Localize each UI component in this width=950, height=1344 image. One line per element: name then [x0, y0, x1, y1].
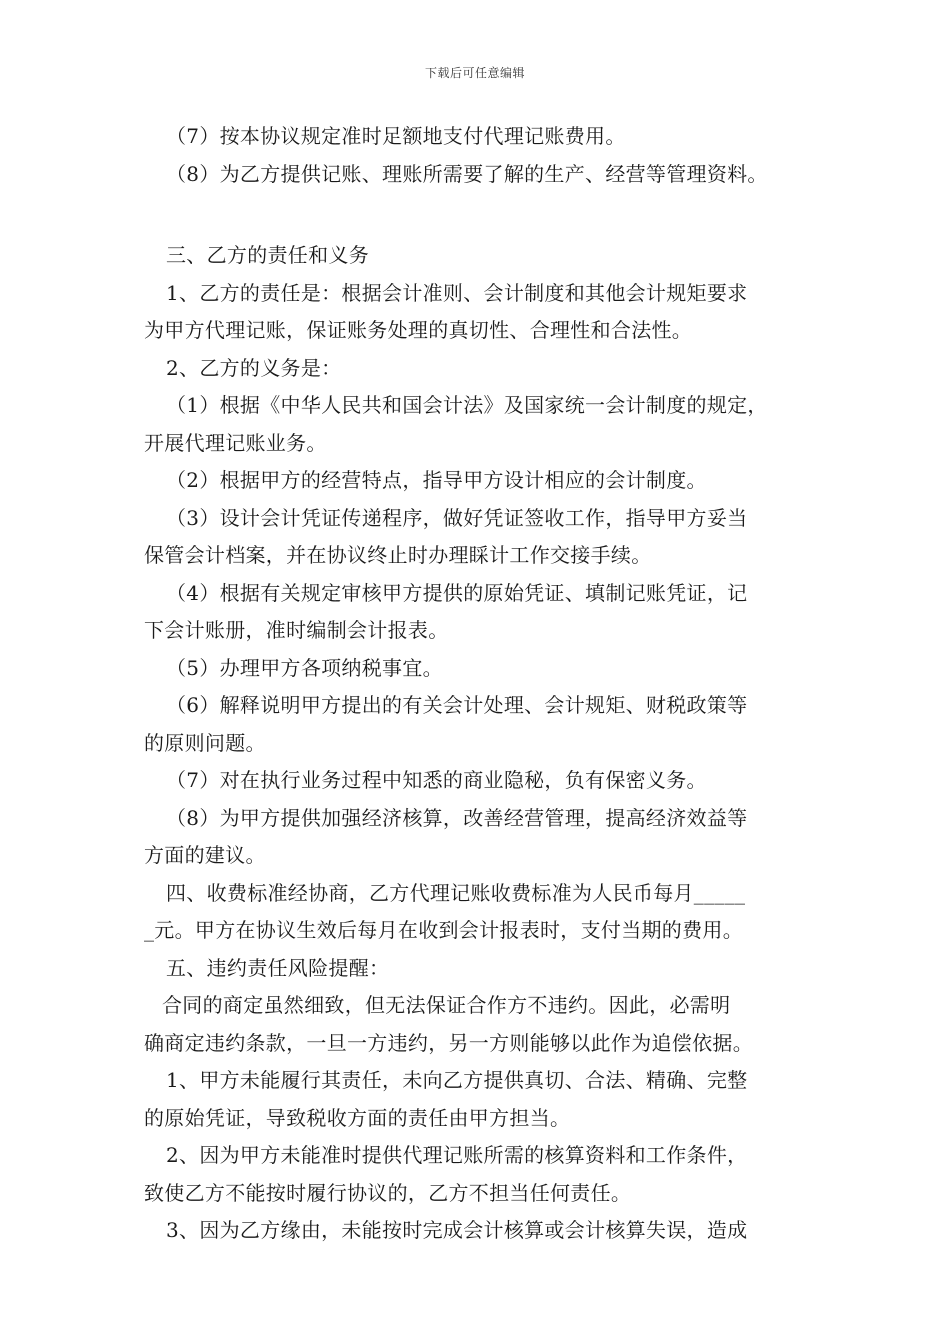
text-line: 3、因为乙方缘由，未能按时完成会计核算或会计核算失误，造成 [166, 1218, 748, 1242]
text-line: 五、违约责任风险提醒： [166, 955, 390, 980]
text-line: 2、乙方的义务是： [166, 355, 342, 380]
header-note: 下载后可任意编辑 [424, 66, 525, 80]
paragraph-block-before-gap [144, 118, 824, 193]
text-line: 四、收费标准经协商，乙方代理记账收费标准为人民币每月_____ [166, 880, 746, 905]
text-line: （1）根据《中华人民共和国会计法》及国家统一会计制度的规定， [166, 393, 768, 417]
text-line: （8）为乙方提供记账、理账所需要了解的生产、经营等管理资料。 [166, 161, 768, 186]
paragraph-gap [144, 193, 824, 237]
text-line: 致使乙方不能按时履行协议的，乙方不担当任何责任。 [144, 1180, 632, 1205]
text-line: 1、甲方未能履行其责任，未向乙方提供真切、合法、精确、完整 [166, 1068, 748, 1092]
text-line: （6）解释说明甲方提出的有关会计处理、会计规矩、财税政策等 [166, 693, 748, 717]
document-body [144, 118, 824, 1250]
text-line: 保管会计档案，并在协议终止时办理睬计工作交接手续。 [144, 543, 652, 567]
paragraph-block-after-gap [144, 237, 824, 1250]
text-line: 三、乙方的责任和义务 [166, 243, 369, 267]
text-line: _元。甲方在协议生效后每月在收到会计报表时，支付当期的费用。 [144, 918, 743, 942]
text-line: （7）按本协议规定准时足额地支付代理记账费用。 [166, 124, 626, 148]
text-line: 确商定违约条款，一旦一方违约，另一方则能够以此作为追偿依据。 [144, 1030, 753, 1055]
text-line: （7）对在执行业务过程中知悉的商业隐秘，负有保密义务。 [166, 768, 707, 792]
text-line: （2）根据甲方的经营特点，指导甲方设计相应的会计制度。 [166, 468, 707, 492]
text-line: （5）办理甲方各项纳税事宜。 [166, 655, 443, 680]
text-line: 开展代理记账业务。 [144, 430, 327, 455]
text-line: 方面的建议。 [144, 843, 266, 867]
text-line: 1、乙方的责任是：根据会计准则、会计制度和其他会计规矩要求 [166, 280, 748, 305]
text-line: 为甲方代理记账，保证账务处理的真切性、合理性和合法性。 [144, 318, 693, 342]
text-line: （3）设计会计凭证传递程序，做好凭证签收工作，指导甲方妥当 [166, 505, 748, 530]
text-line: 的原则问题。 [144, 730, 266, 755]
text-line: （8）为甲方提供加强经济核算，改善经营管理，提高经济效益等 [166, 805, 748, 830]
text-line: （4）根据有关规定审核甲方提供的原始凭证、填制记账凭证，记 [166, 580, 748, 605]
text-line: 下会计账册，准时编制会计报表。 [144, 618, 449, 642]
text-line: 2、因为甲方未能准时提供代理记账所需的核算资料和工作条件， [166, 1143, 748, 1167]
text-line: 的原始凭证，导致税收方面的责任由甲方担当。 [144, 1105, 571, 1130]
text-line: 合同的商定虽然细致，但无法保证合作方不违约。因此，必需明 [162, 993, 731, 1017]
